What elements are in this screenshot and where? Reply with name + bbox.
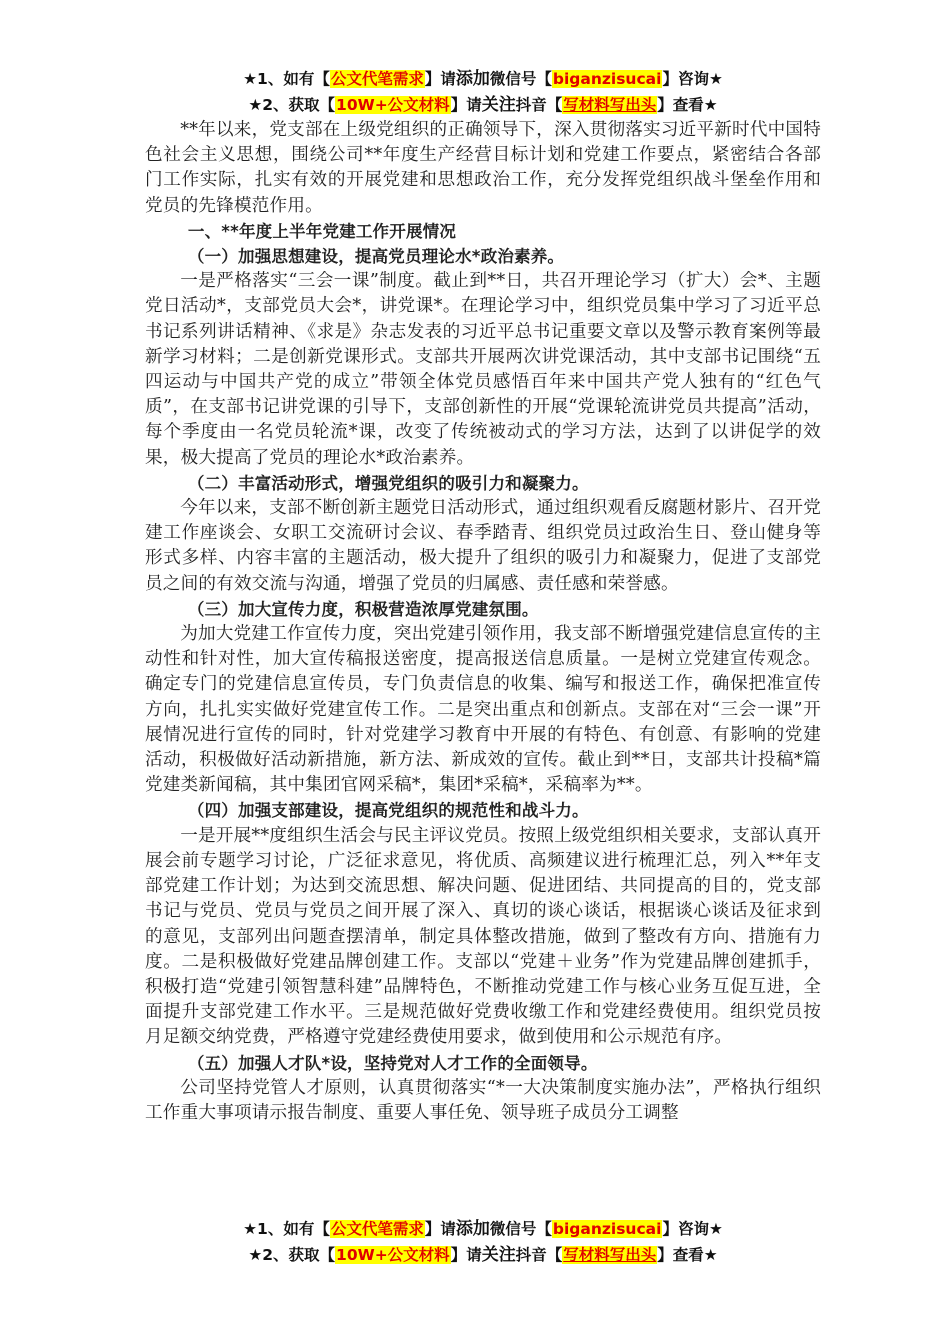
banner-text: ★1、如有【 (243, 70, 330, 88)
promo-banner-line-2 (145, 92, 821, 118)
subsection-heading-2: （二）丰富活动形式，增强党组织的吸引力和凝聚力。 (187, 473, 589, 493)
banner-emphasis: 关注 (481, 1245, 516, 1265)
banner-highlight: 10W+公文材料 (336, 1246, 450, 1264)
banner-text: 】咨询★ (662, 1220, 723, 1238)
intro-paragraph: **年以来，党支部在上级党组织的正确领导下，深入贯彻落实习近平新时代中国特色社会主义思想，围绕公司**年度生产经营目标计划和党建工作要点，紧密结合各部门工作实际，扎实有效的开展党建和思想政治工作，充分发挥党组织战斗堡垒作用和党员的先锋模范作用。 (145, 120, 821, 216)
section-heading: 一、**年度上半年党建工作开展情况 (187, 221, 457, 241)
footer-banner (145, 1216, 821, 1268)
banner-emphasis: 添加 (455, 1219, 490, 1239)
banner-text: 】请 (424, 1220, 456, 1238)
banner-text: ★2、获取【 (248, 96, 336, 114)
banner-text: 】查看★ (657, 1246, 718, 1264)
banner-text: 】请 (450, 96, 482, 114)
banner-highlight: 公文代笔需求 (330, 70, 424, 88)
promo-banner-line-2-footer (145, 1242, 821, 1268)
banner-text: 】咨询★ (662, 70, 723, 88)
banner-text: 】请 (424, 70, 456, 88)
banner-wechat-id: biganzisucai (552, 1220, 662, 1238)
paragraph-5: 公司坚持党管人才原则，认真贯彻落实“*一大决策制度实施办法”，严格执行组织工作重大事项请示报告制度、重要人事任免、领导班子成员分工调整 (145, 1077, 821, 1123)
paragraph-1: 一是严格落实“三会一课”制度。截止到**日，共召开理论学习（扩大）会*、主题党日活动*，支部党员大会*，讲党课*。在理论学习中，组织党员集中学习了习近平总书记系列讲话精神、《求是》杂志发表的习近平总书记重要文章以及警示教育案例等最新学习材料；二是创新党课形式。支部共开展两次讲党课活动，其中支部书记围绕“五四运动与中国共产党的成立”带领全体党员感悟百年来中国共产党人独有的“红色气质”，在支部书记讲党课的引导下，支部创新性的开展“党课轮流讲党员共提高”活动，每个季度由一名党员轮流*课，改变了传统被动式的学习方法，达到了以讲促学的效果，极大提高了党员的理论水*政治素养。 (145, 271, 821, 468)
banner-douyin-id: 写材料写出头 (563, 1246, 657, 1264)
paragraph-4: 一是开展**度组织生活会与民主评议党员。按照上级党组织相关要求，支部认真开展会前专题学习讨论，广泛征求意见，将优质、高频建议进行梳理汇总，列入**年支部党建工作计划；为达到交流思想、解决问题、促进团结、共同提高的目的，党支部书记与党员、党员与党员之间开展了深入、真切的谈心谈话，根据谈心谈话及征求到的意见，支部列出问题查摆清单，制定具体整改措施，做到了整改有方向、措施有力度。二是积极做好党建品牌创建工作。支部以“党建＋业务”作为党建品牌创建抓手，积极打造“党建引领智慧科建”品牌特色，不断推动党建工作与核心业务互促互进，全面提升支部党建工作水平。三是规范做好党费收缴工作和党建经费使用。组织党员按月足额交纳党费，严格遵守党建经费使用要求，做到使用和公示规范有序。 (145, 825, 821, 1048)
banner-text: 微信号【 (489, 1220, 552, 1238)
subsection-heading-5: （五）加强人才队*设，坚持党对人才工作的全面领导。 (187, 1053, 598, 1073)
subsection-heading-1: （一）加强思想建设，提高党员理论水*政治素养。 (187, 247, 565, 267)
subsection-heading-3: （三）加大宣传力度，积极营造浓厚党建氛围。 (187, 599, 539, 619)
banner-wechat-id: biganzisucai (552, 70, 662, 88)
paragraph-2: 今年以来，支部不断创新主题党日活动形式，通过组织观看反腐题材影片、召开党建工作座谈会、女职工交流研讨会议、春季踏青、组织党员过政治生日、登山健身等形式多样、内容丰富的主题活动，极大提升了组织的吸引力和凝聚力，促进了支部党员之间的有效交流与沟通，增强了党员的归属感、责任感和荣誉感。 (145, 498, 821, 594)
banner-text: 】请 (450, 1246, 482, 1264)
document-page (145, 66, 821, 1126)
banner-text: 抖音【 (515, 96, 563, 114)
banner-emphasis: 关注 (481, 95, 516, 115)
banner-douyin-id: 写材料写出头 (563, 96, 657, 114)
banner-highlight: 10W+公文材料 (336, 96, 450, 114)
banner-text: 微信号【 (489, 70, 552, 88)
banner-highlight: 公文代笔需求 (330, 1220, 424, 1238)
promo-banner-line-1-footer (145, 1216, 821, 1242)
banner-text: ★1、如有【 (243, 1220, 330, 1238)
banner-text: 抖音【 (515, 1246, 563, 1264)
banner-text: 】查看★ (657, 96, 718, 114)
banner-emphasis: 添加 (455, 69, 490, 89)
paragraph-3: 为加大党建工作宣传力度，突出党建引领作用，我支部不断增强党建信息宣传的主动性和针对性，加大宣传稿报送密度，提高报送信息质量。一是树立党建宣传观念。确定专门的党建信息宣传员，专门负责信息的收集、编写和报送工作，确保把准宣传方向，扎扎实实做好党建宣传工作。二是突出重点和创新点。支部在对“三会一课”开展情况进行宣传的同时，针对党建学习教育中开展的有特色、有创意、有影响的党建活动，积极做好活动新措施，新方法、新成效的宣传。截止到**日，支部共计投稿*篇党建类新闻稿，其中集团官网采稿*，集团*采稿*，采稿率为**。 (145, 624, 821, 796)
banner-text: ★2、获取【 (248, 1246, 336, 1264)
promo-banner-line-1 (145, 66, 821, 92)
subsection-heading-4: （四）加强支部建设，提高党组织的规范性和战斗力。 (187, 801, 589, 821)
